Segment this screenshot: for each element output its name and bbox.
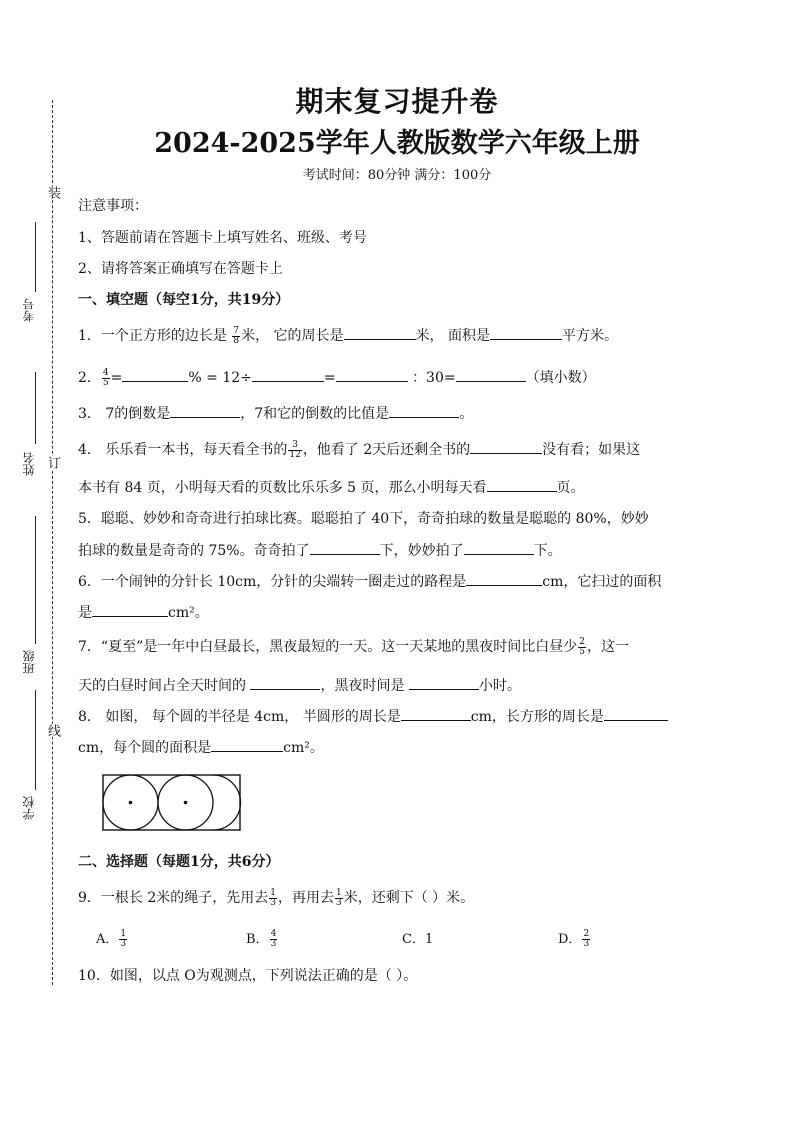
q6-text-d: cm²。	[168, 605, 209, 621]
q7-fraction: $\frac{2}{5}$	[579, 636, 585, 657]
q2-text-a: 2．	[78, 370, 101, 386]
q8-blank-1[interactable]	[401, 706, 471, 721]
q1-text-a: 1．一个正方形的边长是	[78, 328, 227, 344]
q5-blank-1[interactable]	[310, 540, 380, 555]
circles-rectangle-figure	[102, 774, 242, 832]
note-item-2: 2、请将答案正确填写在答题卡上	[78, 261, 283, 277]
q5-text-b: 拍球的数量是奇奇的 75%。奇奇拍了	[78, 543, 310, 559]
q7-blank-1[interactable]	[250, 675, 320, 690]
q5-text-c: 下，妙妙拍了	[379, 543, 464, 559]
q2-text-b: =	[110, 370, 123, 386]
question-8-line-2	[78, 737, 324, 758]
question-7-line-2	[78, 675, 521, 696]
q3-text-b: ，7和它的倒数的比值是	[240, 406, 390, 422]
q4-text-b: ，他看了 2天后还剩全书的	[302, 442, 471, 458]
q4-fraction: $\frac{3}{12}$	[289, 439, 301, 460]
q8-blank-2[interactable]	[604, 706, 668, 721]
figure-center-1	[129, 801, 133, 805]
q1-text-b: 米， 它的周长是	[241, 328, 344, 344]
school-label: 学校	[22, 796, 36, 820]
question-9	[78, 888, 474, 908]
class-label: 班级	[22, 650, 36, 674]
q2-text-c: % = 12÷	[188, 370, 252, 386]
question-1	[78, 325, 618, 346]
note-item-1: 1、答题前请在答题卡上填写姓名、班级、考号	[78, 230, 367, 246]
q9-option-c[interactable]: C．1	[402, 932, 434, 947]
q7-text-e: 小时。	[478, 678, 521, 694]
school-line	[35, 690, 36, 790]
q2-text-d: =	[323, 370, 336, 386]
q9-text-b: ，再用去	[278, 890, 334, 906]
cut-word-zhuang: 装	[45, 186, 60, 199]
question-4-line-1	[78, 439, 640, 460]
q8-text-c: cm，每个圆的面积是	[78, 740, 212, 756]
q9-option-b[interactable]: B． $\frac{4}{3}$	[246, 929, 277, 949]
question-6-line-2	[78, 602, 209, 623]
q8-text-b: cm，长方形的周长是	[470, 709, 604, 725]
section1-heading: 一、填空题（每空1分，共19分）	[78, 292, 290, 308]
cut-word-xian: 线	[45, 724, 60, 737]
q9-option-a[interactable]: A． $\frac{1}{3}$	[96, 929, 127, 949]
q4-text-e: 页。	[556, 480, 585, 496]
q4-blank-1[interactable]	[470, 439, 542, 454]
exam-title: 期末复习提升卷	[295, 85, 499, 118]
q8-text-d: cm²。	[283, 740, 324, 756]
q6-text-a: 6．一个闹钟的分针长 10cm，分针的尖端转一圈走过的路程是	[78, 574, 467, 590]
question-5-line-1: 5．聪聪、妙妙和奇奇进行拍球比赛。聪聪拍了 40下，奇奇拍球的数量是聪聪的 80%，妙妙	[78, 511, 649, 527]
class-line	[35, 516, 36, 644]
q2-blank-1[interactable]	[122, 367, 188, 382]
q3-text-a: 3． 7的倒数是	[78, 406, 171, 422]
q6-text-c: 是	[78, 605, 92, 621]
q7-blank-2[interactable]	[409, 675, 479, 690]
question-10: 10．如图，以点 O为观测点，下列说法正确的是（ ）。	[78, 968, 418, 984]
question-7-line-1	[78, 637, 629, 657]
q2-fraction: $\frac{4}{5}$	[102, 367, 109, 388]
q4-text-d: 本书有 84 页，小明每天看的页数比乐乐多 5 页，那么小明每天看	[78, 480, 487, 496]
q1-fraction: $\frac{7}{8}$	[233, 325, 240, 346]
q1-blank-perimeter[interactable]	[344, 325, 416, 340]
q4-text-a: 4． 乐乐看一本书，每天看全书的	[78, 442, 288, 458]
q6-blank-1[interactable]	[466, 571, 542, 586]
q3-blank-2[interactable]	[389, 403, 459, 418]
q4-text-c: 没有看；如果这	[542, 442, 641, 458]
q7-text-a: 7．“夏至”是一年中白昼最长，黑夜最短的一天。这一天某地的黑夜时间比白昼少	[78, 639, 578, 655]
q1-text-c: 米， 面积是	[415, 328, 491, 344]
cut-word-ding: 订	[45, 456, 60, 469]
q9-text-c: 米，还剩下（ ）米。	[343, 890, 475, 906]
q5-text-d: 下。	[533, 543, 562, 559]
q7-text-c: 天的白昼时间占全天时间的	[78, 678, 251, 694]
q9-text-a: 9．一根长 2米的绳子，先用去	[78, 890, 269, 906]
q2-blank-4[interactable]	[456, 367, 526, 382]
question-3	[78, 403, 473, 424]
binding-cut-line	[52, 100, 53, 985]
question-2	[78, 367, 596, 388]
q5-blank-2[interactable]	[464, 540, 534, 555]
q9-fraction-1: $\frac{1}{3}$	[270, 887, 276, 908]
q4-blank-2[interactable]	[487, 477, 557, 492]
question-4-line-2	[78, 477, 585, 498]
q2-blank-3[interactable]	[336, 367, 408, 382]
question-6-line-1	[78, 571, 661, 592]
figure-rectangle	[103, 775, 240, 830]
q3-blank-1[interactable]	[170, 403, 240, 418]
question-8-line-1	[78, 706, 668, 727]
notes-heading: 注意事项：	[78, 198, 148, 214]
q9-fraction-2: $\frac{1}{3}$	[336, 887, 342, 908]
q2-text-e: ：30=	[412, 370, 456, 386]
exam-number-line	[35, 222, 36, 292]
q3-text-c: 。	[459, 406, 474, 422]
exam-number-label: 考号	[22, 298, 36, 322]
exam-info: 考试时间：80分钟 满分：100分	[302, 168, 492, 183]
section2-heading: 二、选择题（每题1分，共6分）	[78, 854, 280, 870]
q2-blank-2[interactable]	[252, 367, 324, 382]
question-5-line-2	[78, 540, 562, 561]
exam-subtitle: 2024-2025学年人教版数学六年级上册	[154, 128, 640, 159]
q7-text-d: ，黑夜时间是	[320, 678, 409, 694]
figure-center-2	[184, 801, 188, 805]
q2-text-f: （填小数）	[525, 370, 596, 386]
q1-blank-area[interactable]	[490, 325, 562, 340]
q6-blank-2[interactable]	[92, 602, 168, 617]
q8-text-a: 8． 如图， 每个圆的半径是 4cm， 半圆形的周长是	[78, 709, 401, 725]
q8-blank-3[interactable]	[211, 737, 283, 752]
q9-option-d[interactable]: D． $\frac{2}{3}$	[558, 929, 590, 949]
q7-text-b: ，这一	[586, 639, 629, 655]
q1-text-d: 平方米。	[562, 328, 619, 344]
name-line	[35, 372, 36, 444]
figure-semicircle	[213, 775, 241, 830]
q6-text-b: cm，它扫过的面积	[542, 574, 662, 590]
name-label: 姓名	[22, 452, 36, 476]
